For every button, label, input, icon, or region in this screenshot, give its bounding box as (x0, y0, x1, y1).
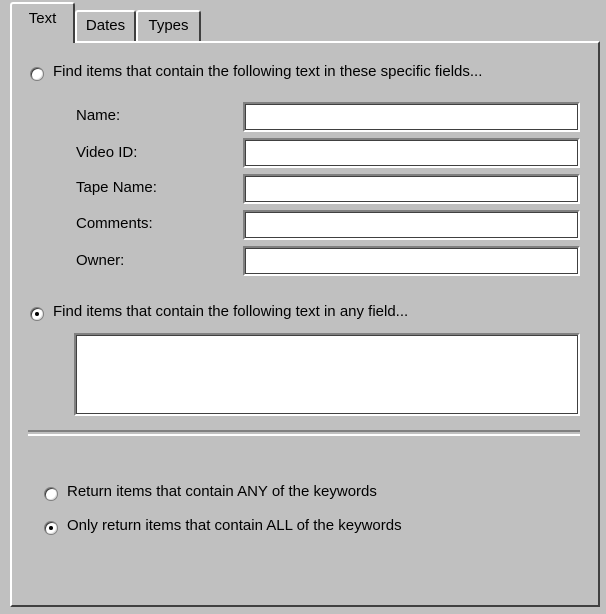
any-keywords-label: Return items that contain ANY of the keywords (67, 483, 377, 500)
name-input[interactable] (243, 102, 580, 132)
all-keywords-radio-dot (49, 526, 53, 530)
video-id-label: Video ID: (76, 144, 138, 161)
name-label: Name: (76, 107, 121, 124)
tab-dates-label: Dates (85, 17, 126, 34)
specific-fields-option-label: Find items that contain the following text in these specific fields... (53, 63, 483, 80)
any-field-radio[interactable] (30, 307, 44, 321)
all-keywords-radio[interactable] (44, 521, 58, 535)
tape-name-label: Tape Name: (76, 179, 157, 196)
tab-types[interactable] (136, 10, 201, 42)
owner-input[interactable] (243, 246, 580, 276)
comments-input[interactable] (243, 210, 580, 240)
separator (28, 430, 580, 436)
tab-text-label: Text (28, 10, 57, 27)
all-keywords-label: Only return items that contain ALL of the keywords (67, 517, 402, 534)
any-field-option-label: Find items that contain the following text in any field... (53, 303, 409, 320)
comments-label: Comments: (76, 215, 153, 232)
owner-label: Owner: (76, 252, 125, 269)
tab-types-label: Types (148, 17, 189, 34)
tape-name-input[interactable] (243, 174, 580, 204)
any-field-textarea[interactable] (74, 333, 580, 416)
any-field-radio-dot (35, 312, 39, 316)
any-keywords-radio[interactable] (44, 487, 58, 501)
specific-fields-radio[interactable] (30, 67, 44, 81)
tab-dates[interactable] (75, 10, 136, 42)
tab-text[interactable] (10, 2, 75, 43)
video-id-input[interactable] (243, 138, 580, 168)
